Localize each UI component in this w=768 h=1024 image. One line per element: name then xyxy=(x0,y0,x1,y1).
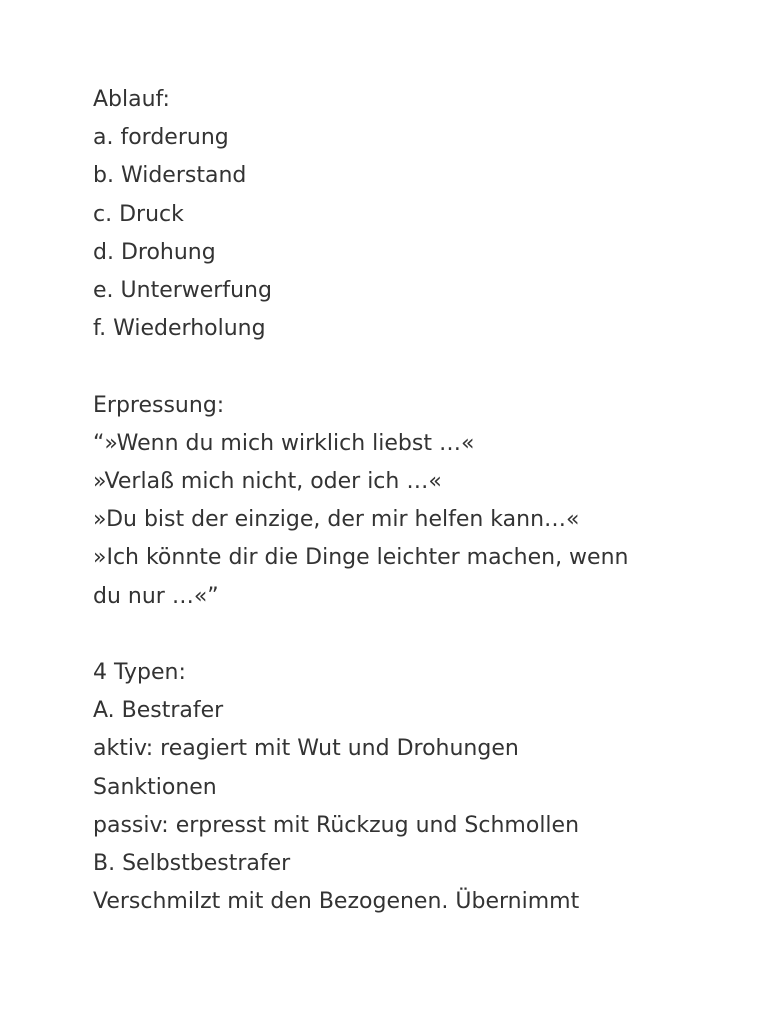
list-item: e. Unterwerfung xyxy=(93,278,272,304)
list-item: b. Widerstand xyxy=(93,163,247,189)
body-text-line: aktiv: reagiert mit Wut und Drohungen xyxy=(93,736,519,762)
heading-erpressung: Erpressung: xyxy=(93,392,225,418)
body-text-line: Sanktionen xyxy=(93,774,217,800)
list-item: f. Wiederholung xyxy=(93,316,266,342)
list-item: c. Druck xyxy=(93,201,184,227)
list-item: a. forderung xyxy=(93,125,229,151)
heading-ablauf: Ablauf: xyxy=(93,87,170,112)
quote-line: »Du bist der einzige, der mir helfen kann…« xyxy=(93,507,580,533)
blank-line xyxy=(93,348,708,386)
type-heading: B. Selbstbestrafer xyxy=(93,851,291,877)
blank-line xyxy=(93,616,708,654)
type-heading: A. Bestrafer xyxy=(93,698,224,724)
list-item: d. Drohung xyxy=(93,239,216,265)
body-text-line: passiv: erpresst mit Rückzug und Schmollen xyxy=(93,812,580,838)
body-text-line: Verschmilzt mit den Bezogenen. Übernimmt xyxy=(93,889,580,915)
quote-line: »Ich könnte dir die Dinge leichter machen, wenn xyxy=(93,545,629,571)
heading-typen: 4 Typen: xyxy=(93,660,186,686)
quote-line: »Verlaß mich nicht, oder ich …« xyxy=(93,469,442,495)
quote-line: du nur …«” xyxy=(93,583,219,609)
quote-line: “»Wenn du mich wirklich liebst …« xyxy=(93,430,475,456)
